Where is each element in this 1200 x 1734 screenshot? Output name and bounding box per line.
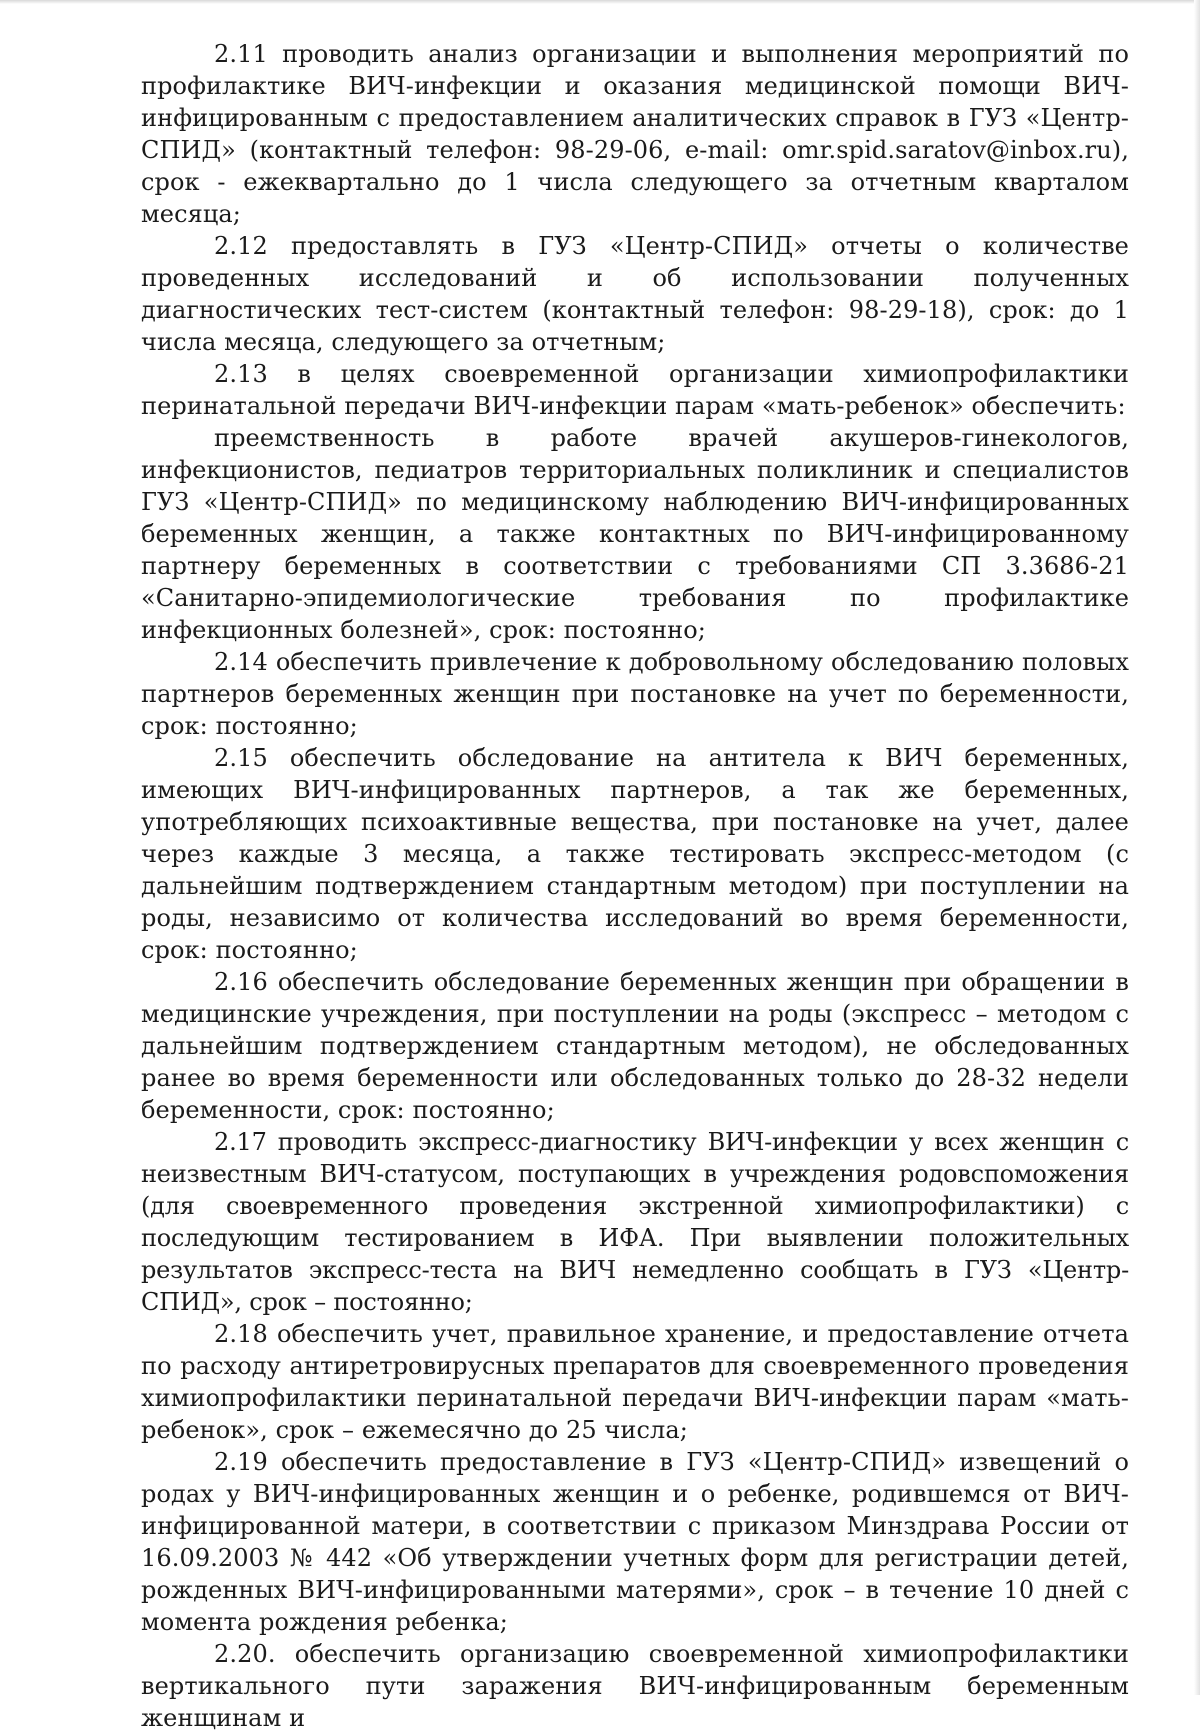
paragraph-2-13: 2.13 в целях своевременной организации химиопрофилактики перинатальной передачи ВИЧ-инфекции парам «мать-ребенок» обеспечить: [141,360,1129,420]
paragraph-2-12: 2.12 предоставлять в ГУЗ «Центр-СПИД» отчеты о количестве проведенных исследований и об использовании полученных диагностических тест-систем (контактный телефон: 98-29-18), срок: до 1 числа месяца, следующего за отчетным; [141,232,1129,356]
paragraph-2-20: 2.20. обеспечить организацию своевременной химиопрофилактики вертикального пути заражения ВИЧ-инфицированным беременным женщинам и [141,1640,1129,1732]
paragraph-2-11: 2.11 проводить анализ организации и выполнения мероприятий по профилактике ВИЧ-инфекции и оказания медицинской помощи ВИЧ-инфицированным с предоставлением аналитических справок в ГУЗ «Центр-СПИД» (контактный телефон: 98-29-06, e-mail: omr.spid.saratov@inbox.ru), срок - ежеквартально до 1 числа следующего за отчетным кварталом месяца; [141,40,1129,228]
paragraph-2-15: 2.15 обеспечить обследование на антитела к ВИЧ беременных, имеющих ВИЧ-инфицированных партнеров, а так же беременных, употребляющих психоактивные вещества, при постановке на учет, далее через каждые 3 месяца, а также тестировать экспресс-методом (с дальнейшим подтверждением стандартным методом) при поступлении на роды, независимо от количества исследований во время беременности, срок: постоянно; [141,744,1129,964]
scan-edge-right [1194,0,1200,1695]
paragraph-2-19: 2.19 обеспечить предоставление в ГУЗ «Центр-СПИД» извещений о родах у ВИЧ-инфицированных женщин и о ребенке, родившемся от ВИЧ-инфицированной матери, в соответствии с приказом Минздрава России от 16.09.2003 № 442 «Об утверждении учетных форм для регистрации детей, рожденных ВИЧ-инфицированными матерями», срок – в течение 10 дней с момента рождения ребенка; [141,1448,1129,1636]
scan-edge-top [0,0,1200,4]
document-body [141,38,1129,1734]
paragraph-2-18: 2.18 обеспечить учет, правильное хранение, и предоставление отчета по расходу антиретровирусных препаратов для своевременного проведения химиопрофилактики перинатальной передачи ВИЧ-инфекции парам «мать-ребенок», срок – ежемесячно до 25 числа; [141,1320,1129,1444]
paragraph-2-16: 2.16 обеспечить обследование беременных женщин при обращении в медицинские учреждения, при поступлении на роды (экспресс – методом с дальнейшим подтверждением стандартным методом), не обследованных ранее во время беременности или обследованных только до 28-32 недели беременности, срок: постоянно; [141,968,1129,1124]
paragraph-2-13-continuity: преемственность в работе врачей акушеров-гинекологов, инфекционистов, педиатров территориальных поликлиник и специалистов ГУЗ «Центр-СПИД» по медицинскому наблюдению ВИЧ-инфицированных беременных женщин, а также контактных по ВИЧ-инфицированному партнеру беременных в соответствии с требованиями СП 3.3686-21 «Санитарно-эпидемиологические требования по профилактике инфекционных болезней», срок: постоянно; [141,424,1129,644]
paragraph-2-14: 2.14 обеспечить привлечение к добровольному обследованию половых партнеров беременных женщин при постановке на учет по беременности, срок: постоянно; [141,648,1129,740]
paragraph-2-17: 2.17 проводить экспресс-диагностику ВИЧ-инфекции у всех женщин с неизвестным ВИЧ-статусом, поступающих в учреждения родовспоможения (для своевременного проведения экстренной химиопрофилактики) с последующим тестированием в ИФА. При выявлении положительных результатов экспресс-теста на ВИЧ немедленно сообщать в ГУЗ «Центр-СПИД», срок – постоянно; [141,1128,1129,1316]
